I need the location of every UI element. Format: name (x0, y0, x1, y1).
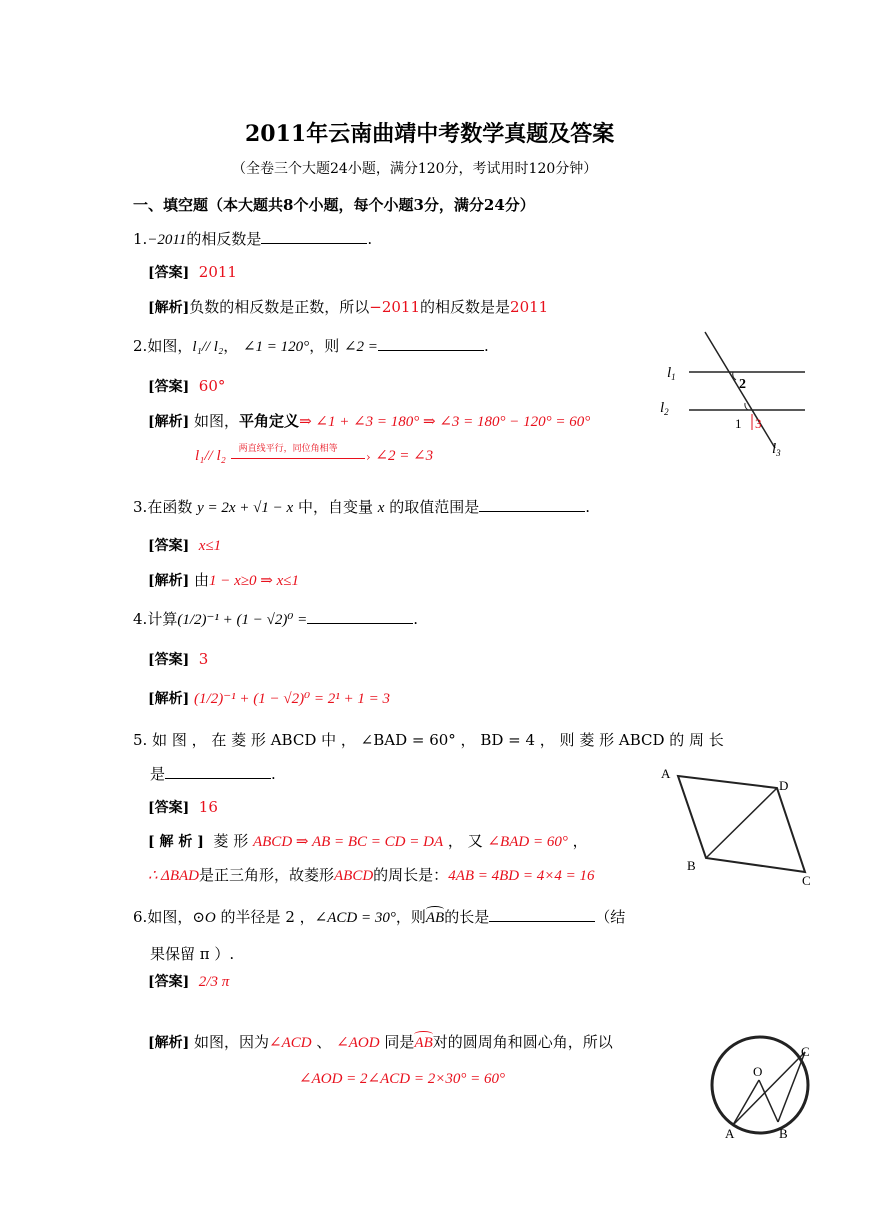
analysis-math: −2011 (369, 298, 421, 316)
analysis-math: ∠AOD = 2∠ACD = 2×30° = 60° (299, 1071, 505, 1087)
analysis-label: [解析] (148, 300, 190, 316)
math-expression: 2 (285, 908, 295, 926)
analysis-text: 负数的相反数是正数，所以 (189, 298, 370, 316)
analysis-label: [解析] (148, 691, 190, 707)
answer-blank[interactable] (479, 496, 585, 512)
question-text: 如图， (147, 337, 193, 355)
label-angle-2: 2 (739, 377, 746, 392)
math-expression: (1/2)⁻¹ + (1 − √2)⁰ = (177, 612, 308, 628)
answer-blank[interactable] (307, 608, 413, 624)
label-A: A (661, 766, 671, 781)
analysis-math: ∴ ΔBAD (148, 868, 199, 884)
analysis-label: [ 解 析 ] (148, 834, 204, 850)
analysis-math: ∠2 = ∠3 (375, 448, 434, 464)
analysis-math: ⇒ ∠1 + ∠3 = 180° ⇒ ∠3 = 180° − 120° = 60° (299, 414, 591, 430)
answer-3 (148, 535, 221, 555)
answer-blank[interactable] (489, 906, 595, 922)
arrow-caption: 两直线平行，同位角相等 (238, 444, 338, 454)
arc-notation: AB (426, 910, 444, 926)
question-text: 的半径是 (220, 908, 281, 926)
question-number: 2. (133, 337, 148, 355)
question-text: 中，自变量 (297, 498, 373, 516)
analysis-text: 的周长是： (373, 866, 449, 884)
answer-value: 3 (198, 650, 209, 668)
analysis-label: [解析] (148, 1035, 190, 1051)
question-3: 3.在函数 y = 2x + √1 − x 中，自变量 x 的取值范围是 . (133, 498, 591, 516)
math-variable: x (377, 500, 385, 516)
math-expression: ∠ACD = 30° (314, 910, 396, 926)
analysis-math: 1 − x≥0 ⇒ x≤1 (209, 573, 300, 589)
label-B: B (687, 858, 696, 873)
question-text: 是 (150, 765, 166, 783)
answer-label: [答案] (148, 265, 190, 281)
question-text: （结 (595, 908, 626, 926)
analysis-text: 如图，因为 (194, 1033, 270, 1051)
question-5 (133, 729, 724, 750)
arc-notation: AB (414, 1035, 432, 1051)
answer-label: [答案] (148, 974, 190, 990)
math-expression: y = 2x + √1 − x (197, 500, 294, 516)
answer-blank[interactable] (165, 763, 271, 779)
analysis-keyword: 平角定义 (239, 412, 300, 430)
question-text: 果保留 π ）. (150, 945, 235, 963)
label-angle-3: 3 (755, 416, 762, 431)
question-text: 在函数 (147, 498, 193, 516)
analysis-math: ∠BAD = 60° (487, 834, 568, 850)
answer-1 (148, 262, 237, 282)
analysis-6 (148, 1031, 613, 1052)
implies-arrow: 两直线平行，同位角相等 › (231, 449, 371, 463)
answer-label: [答案] (148, 652, 190, 668)
answer-2 (148, 376, 225, 396)
question-number: 6. (133, 908, 148, 926)
section-heading: 一、填空题（本大题共8个小题，每个小题3分，满分24分） (133, 196, 535, 214)
question-text: ， (223, 337, 239, 355)
parallel-lines-figure (655, 330, 815, 460)
analysis-text: 如图， (194, 412, 240, 430)
answer-6 (148, 971, 229, 991)
answer-value: 2011 (198, 263, 237, 281)
question-6-line2 (150, 943, 234, 964)
analysis-5-line2 (148, 864, 595, 885)
diagonal-bd (706, 788, 777, 858)
question-text: ，则 (309, 337, 340, 355)
analysis-math: (1/2)⁻¹ + (1 − √2)⁰ = 2¹ + 1 = 3 (194, 691, 390, 707)
question-2: 2.如图，l₁// l₂， ∠1 = 120°，则 ∠2 = . (133, 337, 489, 355)
analysis-5 (148, 830, 588, 851)
analysis-text: 菱 形 (213, 832, 249, 850)
label-C: C (802, 873, 811, 888)
analysis-text: 的相反数是是 (420, 298, 511, 316)
question-number: 3. (133, 498, 148, 516)
analysis-2-line2 (195, 446, 433, 465)
circle-outline (712, 1037, 808, 1133)
answer-5 (148, 797, 218, 817)
answer-label: [答案] (148, 538, 190, 554)
analysis-3 (148, 569, 299, 590)
analysis-math: l₁// l₂ (195, 448, 226, 464)
math-expression: ∠2 = (343, 339, 378, 355)
analysis-math: 2011 (510, 298, 549, 316)
page-title: 2011年云南曲靖中考数学真题及答案 (245, 121, 615, 147)
question-text: ，则 (395, 908, 426, 926)
radius-ob (759, 1080, 778, 1122)
label-l2: $l_2$ (660, 400, 669, 417)
analysis-math: ABCD ⇒ AB = BC = CD = DA (252, 834, 444, 850)
answer-label: [答案] (148, 800, 190, 816)
page-subtitle: （全卷三个大题24小题，满分120分，考试用时120分钟） (232, 161, 598, 177)
math-expression: ⊙O (192, 910, 216, 926)
question-5-line2: 是 . (150, 765, 276, 783)
label-angle-1: 1 (735, 416, 742, 431)
answer-value: 16 (198, 798, 218, 816)
analysis-math: 4AB = 4BD = 4×4 = 16 (448, 868, 595, 884)
rhombus-figure (655, 760, 825, 890)
analysis-text: 、 (316, 1033, 332, 1051)
question-text: 如 图 ， 在 菱 形 ABCD 中 ， ∠BAD = 60° ， BD = 4 ， 则 菱 形 ABCD 的 周 长 (152, 731, 724, 749)
analysis-4 (148, 688, 390, 708)
label-l3: $l_3$ (772, 441, 781, 458)
question-number: 5. (133, 731, 148, 749)
answer-blank[interactable] (261, 228, 367, 244)
question-text: 如图， (147, 908, 193, 926)
label-D: D (779, 778, 789, 793)
answer-label: [答案] (148, 379, 190, 395)
question-number: 1. (133, 230, 148, 248)
answer-value: 2/3 π (198, 974, 230, 990)
analysis-label: [解析] (148, 573, 190, 589)
math-expression: ∠1 = 120° (242, 339, 310, 355)
question-text: 的取值范围是 (389, 498, 480, 516)
question-text: 的长是 (444, 908, 490, 926)
analysis-6-line2 (299, 1069, 505, 1088)
question-number: 4. (133, 610, 148, 628)
analysis-2 (148, 410, 590, 431)
math-expression: −2011 (147, 232, 187, 248)
question-4: 4.计算(1/2)⁻¹ + (1 − √2)⁰ = . (133, 610, 419, 628)
angle-1-arc (745, 403, 748, 410)
analysis-text: 对的圆周角和圆心角，所以 (432, 1033, 613, 1051)
question-text: 的相反数是 (186, 230, 262, 248)
question-6 (133, 906, 625, 927)
analysis-text: ， 又 (447, 832, 483, 850)
chord-ac (733, 1052, 805, 1125)
analysis-text: 由 (194, 571, 210, 589)
label-l1: $l_1$ (667, 365, 676, 382)
label-A: A (725, 1126, 735, 1140)
label-B: B (779, 1126, 788, 1140)
analysis-text: 是正三角形，故菱形 (198, 866, 334, 884)
circle-figure (695, 1030, 825, 1140)
question-text: 计算 (147, 610, 178, 628)
analysis-label: [解析] (148, 414, 190, 430)
math-expression: l₁// l₂ (192, 339, 224, 355)
answer-value: 60° (198, 377, 226, 395)
analysis-text: 同是 (384, 1033, 415, 1051)
analysis-text: ， (572, 832, 588, 850)
answer-4 (148, 649, 208, 669)
question-1: 1.−2011的相反数是 . (133, 230, 373, 248)
analysis-math: ∠AOD (336, 1035, 380, 1051)
label-C: C (801, 1044, 810, 1059)
analysis-math: ABCD (334, 868, 374, 884)
analysis-math: ∠ACD (269, 1035, 312, 1051)
answer-blank[interactable] (378, 335, 484, 351)
analysis-1 (148, 296, 548, 317)
question-text: ， (299, 908, 315, 926)
label-O: O (753, 1064, 763, 1079)
answer-value: x≤1 (198, 538, 222, 554)
